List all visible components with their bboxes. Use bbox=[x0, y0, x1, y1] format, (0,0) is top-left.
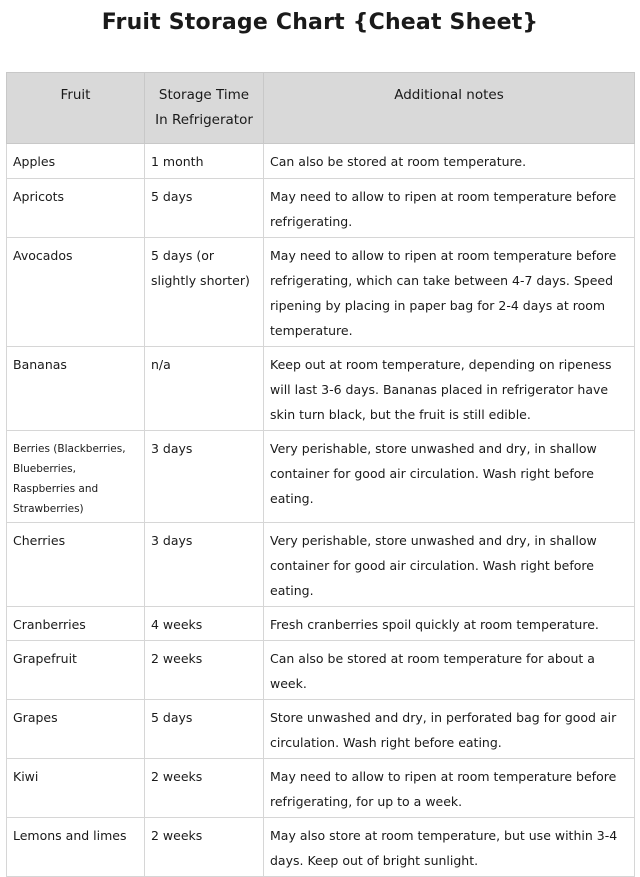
fruit-cell: Grapes bbox=[7, 700, 145, 759]
header-additional-notes: Additional notes bbox=[264, 73, 635, 144]
table-row bbox=[7, 759, 635, 818]
storage-time-cell: 2 weeks bbox=[145, 759, 264, 818]
fruit-cell: Berries (Blackberries, Blueberries, Raspberries and Strawberries) bbox=[7, 431, 145, 523]
storage-time-cell: 3 days bbox=[145, 523, 264, 607]
fruit-cell: Apples bbox=[7, 144, 145, 179]
fruit-storage-table bbox=[6, 72, 635, 877]
fruit-cell: Grapefruit bbox=[7, 641, 145, 700]
notes-cell: May need to allow to ripen at room temperature before refrigerating. bbox=[264, 179, 635, 238]
table-row bbox=[7, 523, 635, 607]
fruit-cell: Bananas bbox=[7, 347, 145, 431]
table-row bbox=[7, 238, 635, 347]
storage-time-cell: 1 month bbox=[145, 144, 264, 179]
header-storage-time: Storage Time In Refrigerator bbox=[145, 73, 264, 144]
fruit-cell: Cherries bbox=[7, 523, 145, 607]
table-header-row bbox=[7, 73, 635, 144]
notes-cell: Store unwashed and dry, in perforated bag for good air circulation. Wash right before eating. bbox=[264, 700, 635, 759]
notes-cell: Very perishable, store unwashed and dry, in shallow container for good air circulation. Wash right before eating. bbox=[264, 431, 635, 523]
fruit-cell: Cranberries bbox=[7, 607, 145, 641]
notes-cell: Can also be stored at room temperature for about a week. bbox=[264, 641, 635, 700]
storage-time-cell: 2 weeks bbox=[145, 641, 264, 700]
notes-cell: Keep out at room temperature, depending on ripeness will last 3-6 days. Bananas placed in refrigerator have skin turn black, but the fruit is still edible. bbox=[264, 347, 635, 431]
fruit-cell: Kiwi bbox=[7, 759, 145, 818]
storage-time-cell: 3 days bbox=[145, 431, 264, 523]
table-row bbox=[7, 641, 635, 700]
storage-time-cell: 2 weeks bbox=[145, 818, 264, 877]
storage-time-cell: 5 days bbox=[145, 179, 264, 238]
notes-cell: May need to allow to ripen at room temperature before refrigerating, which can take between 4-7 days. Speed ripening by placing in paper bag for 2-4 days at room temperature. bbox=[264, 238, 635, 347]
header-fruit: Fruit bbox=[7, 73, 145, 144]
table-row bbox=[7, 818, 635, 877]
storage-time-cell: 5 days (or slightly shorter) bbox=[145, 238, 264, 347]
notes-cell: May need to allow to ripen at room temperature before refrigerating, for up to a week. bbox=[264, 759, 635, 818]
page-title: Fruit Storage Chart {Cheat Sheet} bbox=[101, 10, 539, 35]
table-row bbox=[7, 179, 635, 238]
table-row bbox=[7, 431, 635, 523]
storage-time-cell: n/a bbox=[145, 347, 264, 431]
notes-cell: May also store at room temperature, but use within 3-4 days. Keep out of bright sunlight. bbox=[264, 818, 635, 877]
notes-cell: Fresh cranberries spoil quickly at room temperature. bbox=[264, 607, 635, 641]
fruit-cell: Apricots bbox=[7, 179, 145, 238]
notes-cell: Can also be stored at room temperature. bbox=[264, 144, 635, 179]
table-row bbox=[7, 700, 635, 759]
table-row bbox=[7, 607, 635, 641]
table-row bbox=[7, 144, 635, 179]
storage-time-cell: 5 days bbox=[145, 700, 264, 759]
fruit-cell: Lemons and limes bbox=[7, 818, 145, 877]
fruit-cell: Avocados bbox=[7, 238, 145, 347]
table-row bbox=[7, 347, 635, 431]
notes-cell: Very perishable, store unwashed and dry, in shallow container for good air circulation. Wash right before eating. bbox=[264, 523, 635, 607]
storage-time-cell: 4 weeks bbox=[145, 607, 264, 641]
